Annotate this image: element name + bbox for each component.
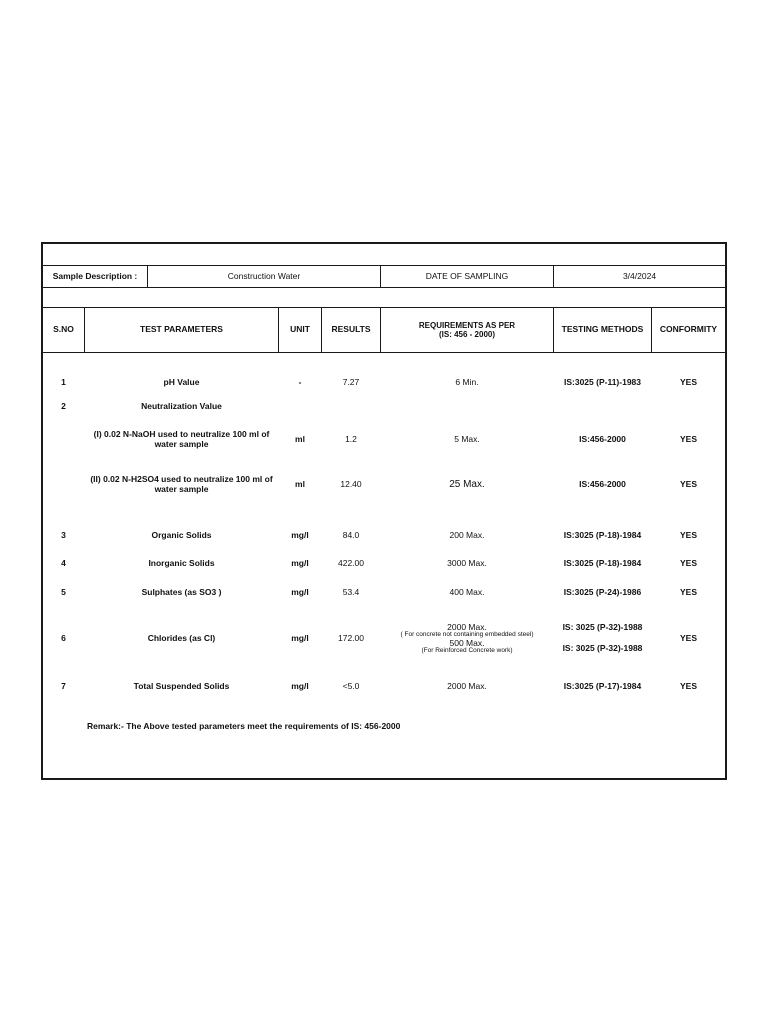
row-sno: 3 <box>61 530 66 541</box>
row-requirement: 5 Max. <box>454 434 480 445</box>
row-result: 12.40 <box>340 479 362 490</box>
row-parameter: Neutralization Value <box>141 401 222 412</box>
row-requirement-2: 500 Max. <box>449 638 485 648</box>
row-conformity: YES <box>679 558 697 569</box>
row-method: IS:3025 (P-18)-1984 <box>563 530 642 541</box>
row-parameter: (I) 0.02 N-NaOH used to neutralize 100 ml of water sample <box>93 429 270 449</box>
row-parameter: Sulphates (as SO3 ) <box>141 587 222 598</box>
row-unit: mg/l <box>291 530 309 541</box>
header-sno: S.NO <box>53 324 74 335</box>
row-result: 53.4 <box>342 587 360 598</box>
row-requirement-stack <box>381 619 553 659</box>
row-sno: 1 <box>61 377 66 388</box>
row-conformity: YES <box>679 377 697 388</box>
row-method: IS:3025 (P-11)-1983 <box>563 377 642 388</box>
sample-description-value: Construction Water <box>227 270 301 281</box>
test-report-table <box>41 242 727 780</box>
row-unit: mg/l <box>291 587 309 598</box>
row-method: IS: 3025 (P-32)-1988 <box>562 622 643 633</box>
header-results: RESULTS <box>331 324 371 335</box>
header-requirements-line1: REQUIREMENTS AS PER <box>418 320 516 330</box>
header-requirements-line2: (IS: 456 - 2000) <box>438 330 496 339</box>
row-unit: ml <box>295 479 305 490</box>
row-method-2: IS: 3025 (P-32)-1988 <box>562 643 643 654</box>
row-result: 7.27 <box>342 377 360 388</box>
row-requirement: 25 Max. <box>449 479 485 491</box>
sample-description-label: Sample Description : <box>52 270 138 281</box>
row-conformity: YES <box>679 479 697 490</box>
header-test-parameters: TEST PARAMETERS <box>140 324 223 335</box>
header-unit: UNIT <box>290 324 310 335</box>
row-requirement-2-note: (For Reinforced Concrete work) <box>421 646 513 654</box>
row-method: IS:456-2000 <box>579 434 626 445</box>
header-testing-methods: TESTING METHODS <box>561 324 644 335</box>
row-parameter: (II) 0.02 N-H2SO4 used to neutralize 100 ml of water sample <box>90 474 273 494</box>
row-unit: - <box>298 377 302 388</box>
row-result: 1.2 <box>345 434 357 445</box>
row-parameter: Inorganic Solids <box>148 558 215 569</box>
row-unit: mg/l <box>291 681 309 692</box>
row-sno: 4 <box>61 558 66 569</box>
row-parameter: Organic Solids <box>151 530 212 541</box>
row-sno: 2 <box>61 401 66 412</box>
row-parameter: Total Suspended Solids <box>133 681 230 692</box>
row-conformity: YES <box>679 434 697 445</box>
row-unit: mg/l <box>291 633 309 644</box>
header-conformity: CONFORMITY <box>659 324 718 335</box>
row-divider <box>43 352 725 353</box>
remark-text: Remark:- The Above tested parameters meet the requirements of IS: 456-2000 <box>87 721 401 731</box>
row-unit: ml <box>295 434 305 445</box>
date-of-sampling-value: 3/4/2024 <box>622 270 657 281</box>
row-conformity: YES <box>679 587 697 598</box>
row-sno: 5 <box>61 587 66 598</box>
row-sno: 6 <box>61 633 66 644</box>
row-method: IS:456-2000 <box>579 479 626 490</box>
row-method: IS:3025 (P-17)-1984 <box>563 681 642 692</box>
row-requirement: 2000 Max. <box>447 681 487 692</box>
row-requirement: 6 Min. <box>455 377 479 388</box>
row-requirement: 400 Max. <box>449 587 485 598</box>
row-method: IS:3025 (P-18)-1984 <box>563 558 642 569</box>
row-requirement: 2000 Max. <box>447 622 487 633</box>
row-divider <box>43 287 725 288</box>
row-method: IS:3025 (P-24)-1986 <box>563 587 642 598</box>
row-conformity: YES <box>679 633 697 644</box>
row-result: 422.00 <box>338 558 364 569</box>
row-parameter: pH Value <box>163 377 200 388</box>
row-parameter: Chlorides (as Cl) <box>147 633 216 644</box>
date-of-sampling-label: DATE OF SAMPLING <box>425 270 509 281</box>
row-requirement: 3000 Max. <box>447 558 487 569</box>
row-result: <5.0 <box>342 681 360 692</box>
row-sno: 7 <box>61 681 66 692</box>
row-result: 84.0 <box>342 530 360 541</box>
header-requirements <box>381 308 553 352</box>
row-conformity: YES <box>679 530 697 541</box>
row-result: 172.00 <box>338 633 364 644</box>
row-requirement-note: ( For concrete not containing embedded steel) <box>400 631 534 639</box>
row-conformity: YES <box>679 681 697 692</box>
row-unit: mg/l <box>291 558 309 569</box>
row-requirement: 200 Max. <box>449 530 485 541</box>
